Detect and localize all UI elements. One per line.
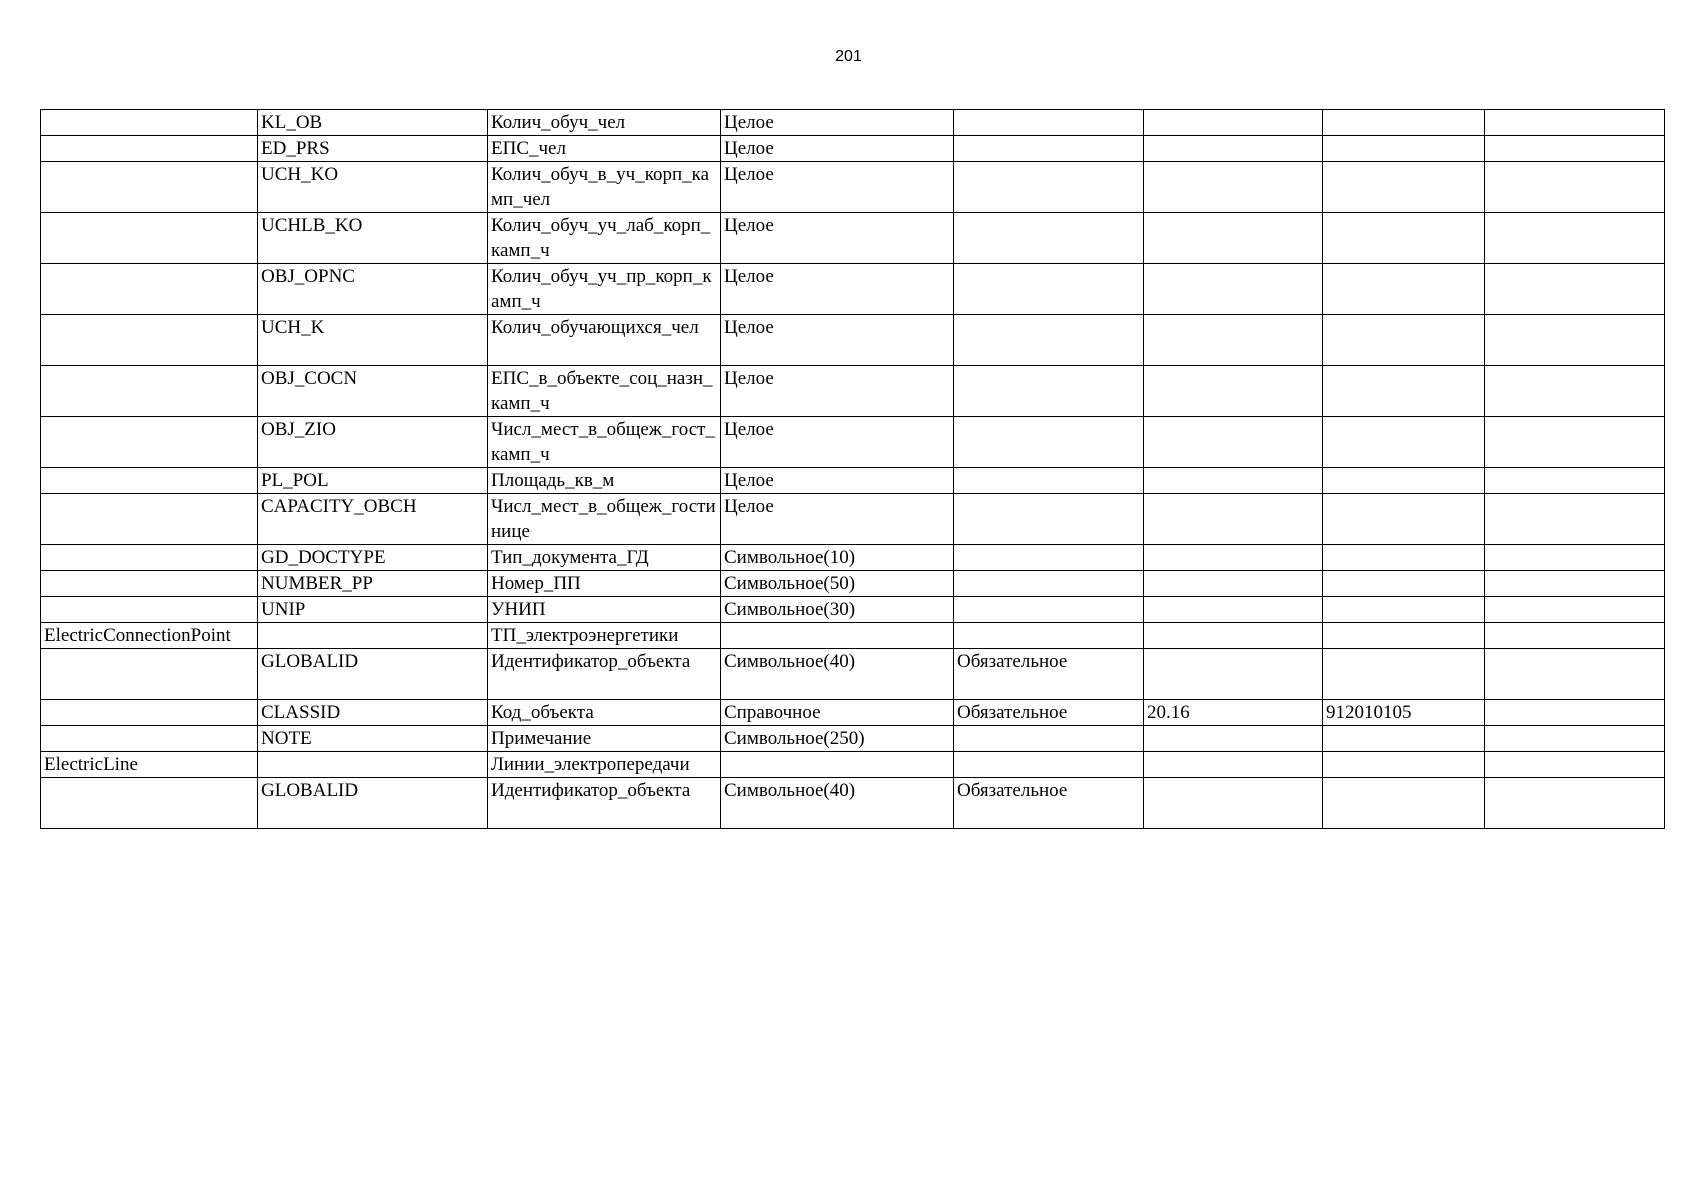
notes-cell bbox=[1485, 494, 1665, 545]
field-code-cell: CLASSID bbox=[258, 700, 488, 726]
class-name-cell: ElectricConnectionPoint bbox=[41, 623, 258, 649]
field-code-cell: OBJ_ZIO bbox=[258, 417, 488, 468]
code-cell bbox=[1144, 136, 1323, 162]
code-cell bbox=[1144, 726, 1323, 752]
required-cell bbox=[954, 597, 1144, 623]
class-name-cell bbox=[41, 571, 258, 597]
notes-cell bbox=[1485, 264, 1665, 315]
data-type-cell: Справочное bbox=[721, 700, 954, 726]
class-name-cell bbox=[41, 315, 258, 366]
class-name-cell bbox=[41, 778, 258, 829]
classifier-cell: 912010105 bbox=[1323, 700, 1485, 726]
data-type-cell: Целое bbox=[721, 366, 954, 417]
field-alias-cell: Линии_электропередачи bbox=[488, 752, 721, 778]
notes-cell bbox=[1485, 315, 1665, 366]
notes-cell bbox=[1485, 417, 1665, 468]
code-cell bbox=[1144, 264, 1323, 315]
data-type-cell: Целое bbox=[721, 494, 954, 545]
class-name-cell bbox=[41, 110, 258, 136]
field-alias-cell: Примечание bbox=[488, 726, 721, 752]
field-alias-cell: Площадь_кв_м bbox=[488, 468, 721, 494]
required-cell bbox=[954, 752, 1144, 778]
data-type-cell: Символьное(10) bbox=[721, 545, 954, 571]
code-cell bbox=[1144, 110, 1323, 136]
data-type-cell: Символьное(40) bbox=[721, 649, 954, 700]
code-cell bbox=[1144, 623, 1323, 649]
notes-cell bbox=[1485, 366, 1665, 417]
required-cell bbox=[954, 623, 1144, 649]
field-alias-cell: Колич_обуч_в_уч_корп_камп_чел bbox=[488, 162, 721, 213]
field-code-cell: CAPACITY_OBCH bbox=[258, 494, 488, 545]
data-type-cell bbox=[721, 752, 954, 778]
classifier-cell bbox=[1323, 417, 1485, 468]
classifier-cell bbox=[1323, 597, 1485, 623]
data-type-cell: Целое bbox=[721, 136, 954, 162]
data-type-cell: Целое bbox=[721, 315, 954, 366]
class-name-cell bbox=[41, 700, 258, 726]
field-code-cell: UCHLB_KO bbox=[258, 213, 488, 264]
data-type-cell bbox=[721, 623, 954, 649]
classifier-cell bbox=[1323, 315, 1485, 366]
field-code-cell: NOTE bbox=[258, 726, 488, 752]
field-code-cell: UCH_K bbox=[258, 315, 488, 366]
required-cell bbox=[954, 315, 1144, 366]
code-cell bbox=[1144, 649, 1323, 700]
notes-cell bbox=[1485, 700, 1665, 726]
table-row bbox=[41, 597, 1665, 623]
class-name-cell bbox=[41, 597, 258, 623]
table-body bbox=[41, 110, 1665, 829]
notes-cell bbox=[1485, 623, 1665, 649]
class-name-cell bbox=[41, 468, 258, 494]
classifier-cell bbox=[1323, 726, 1485, 752]
field-code-cell: NUMBER_PP bbox=[258, 571, 488, 597]
required-cell: Обязательное bbox=[954, 700, 1144, 726]
code-cell bbox=[1144, 366, 1323, 417]
notes-cell bbox=[1485, 136, 1665, 162]
notes-cell bbox=[1485, 468, 1665, 494]
notes-cell bbox=[1485, 110, 1665, 136]
class-name-cell bbox=[41, 494, 258, 545]
field-alias-cell: Колич_обуч_чел bbox=[488, 110, 721, 136]
field-alias-cell: ЕПС_в_объекте_соц_назн_камп_ч bbox=[488, 366, 721, 417]
field-alias-cell: Числ_мест_в_общеж_гост_камп_ч bbox=[488, 417, 721, 468]
field-alias-cell: Колич_обучающихся_чел bbox=[488, 315, 721, 366]
classifier-cell bbox=[1323, 468, 1485, 494]
code-cell bbox=[1144, 213, 1323, 264]
table-row bbox=[41, 752, 1665, 778]
field-alias-cell: Идентификатор_объекта bbox=[488, 778, 721, 829]
field-code-cell: OBJ_COCN bbox=[258, 366, 488, 417]
required-cell bbox=[954, 468, 1144, 494]
code-cell bbox=[1144, 315, 1323, 366]
notes-cell bbox=[1485, 752, 1665, 778]
required-cell bbox=[954, 571, 1144, 597]
code-cell bbox=[1144, 545, 1323, 571]
notes-cell bbox=[1485, 213, 1665, 264]
field-code-cell: OBJ_OPNC bbox=[258, 264, 488, 315]
classifier-cell bbox=[1323, 778, 1485, 829]
required-cell bbox=[954, 545, 1144, 571]
table-row bbox=[41, 494, 1665, 545]
required-cell: Обязательное bbox=[954, 649, 1144, 700]
table-row bbox=[41, 468, 1665, 494]
field-alias-cell: Числ_мест_в_общеж_гостинице bbox=[488, 494, 721, 545]
field-code-cell: PL_POL bbox=[258, 468, 488, 494]
data-type-cell: Символьное(250) bbox=[721, 726, 954, 752]
field-alias-cell: ТП_электроэнергетики bbox=[488, 623, 721, 649]
code-cell bbox=[1144, 597, 1323, 623]
table-row bbox=[41, 264, 1665, 315]
data-type-cell: Символьное(50) bbox=[721, 571, 954, 597]
field-alias-cell: Код_объекта bbox=[488, 700, 721, 726]
class-name-cell bbox=[41, 726, 258, 752]
classifier-cell bbox=[1323, 494, 1485, 545]
classifier-cell bbox=[1323, 366, 1485, 417]
class-name-cell: ElectricLine bbox=[41, 752, 258, 778]
data-type-cell: Символьное(40) bbox=[721, 778, 954, 829]
code-cell bbox=[1144, 494, 1323, 545]
notes-cell bbox=[1485, 726, 1665, 752]
attribute-table bbox=[40, 109, 1665, 829]
classifier-cell bbox=[1323, 136, 1485, 162]
class-name-cell bbox=[41, 264, 258, 315]
class-name-cell bbox=[41, 366, 258, 417]
field-code-cell: GLOBALID bbox=[258, 649, 488, 700]
required-cell bbox=[954, 264, 1144, 315]
table-row bbox=[41, 571, 1665, 597]
classifier-cell bbox=[1323, 545, 1485, 571]
required-cell bbox=[954, 417, 1144, 468]
field-code-cell bbox=[258, 752, 488, 778]
required-cell bbox=[954, 110, 1144, 136]
field-alias-cell: УНИП bbox=[488, 597, 721, 623]
table-row bbox=[41, 136, 1665, 162]
table-row bbox=[41, 366, 1665, 417]
required-cell bbox=[954, 213, 1144, 264]
field-code-cell: UCH_KO bbox=[258, 162, 488, 213]
classifier-cell bbox=[1323, 162, 1485, 213]
code-cell bbox=[1144, 571, 1323, 597]
code-cell: 20.16 bbox=[1144, 700, 1323, 726]
field-code-cell: KL_OB bbox=[258, 110, 488, 136]
classifier-cell bbox=[1323, 264, 1485, 315]
data-type-cell: Символьное(30) bbox=[721, 597, 954, 623]
class-name-cell bbox=[41, 545, 258, 571]
code-cell bbox=[1144, 417, 1323, 468]
table-row bbox=[41, 726, 1665, 752]
table-row bbox=[41, 213, 1665, 264]
data-type-cell: Целое bbox=[721, 110, 954, 136]
table-row bbox=[41, 110, 1665, 136]
data-type-cell: Целое bbox=[721, 213, 954, 264]
class-name-cell bbox=[41, 213, 258, 264]
required-cell bbox=[954, 162, 1144, 213]
class-name-cell bbox=[41, 162, 258, 213]
table-row bbox=[41, 623, 1665, 649]
code-cell bbox=[1144, 468, 1323, 494]
code-cell bbox=[1144, 752, 1323, 778]
field-alias-cell: Тип_документа_ГД bbox=[488, 545, 721, 571]
required-cell bbox=[954, 136, 1144, 162]
classifier-cell bbox=[1323, 110, 1485, 136]
table-row bbox=[41, 545, 1665, 571]
required-cell bbox=[954, 726, 1144, 752]
class-name-cell bbox=[41, 136, 258, 162]
table-row bbox=[41, 649, 1665, 700]
notes-cell bbox=[1485, 597, 1665, 623]
notes-cell bbox=[1485, 649, 1665, 700]
classifier-cell bbox=[1323, 752, 1485, 778]
data-type-cell: Целое bbox=[721, 417, 954, 468]
table-row bbox=[41, 700, 1665, 726]
data-type-cell: Целое bbox=[721, 468, 954, 494]
notes-cell bbox=[1485, 545, 1665, 571]
data-type-cell: Целое bbox=[721, 162, 954, 213]
field-code-cell: GLOBALID bbox=[258, 778, 488, 829]
field-alias-cell: ЕПС_чел bbox=[488, 136, 721, 162]
field-code-cell: GD_DOCTYPE bbox=[258, 545, 488, 571]
table-row bbox=[41, 162, 1665, 213]
field-code-cell: ED_PRS bbox=[258, 136, 488, 162]
notes-cell bbox=[1485, 778, 1665, 829]
field-alias-cell: Номер_ПП bbox=[488, 571, 721, 597]
page-number: 201 bbox=[835, 48, 862, 65]
classifier-cell bbox=[1323, 649, 1485, 700]
table-row bbox=[41, 417, 1665, 468]
class-name-cell bbox=[41, 649, 258, 700]
field-code-cell bbox=[258, 623, 488, 649]
table-row bbox=[41, 315, 1665, 366]
data-type-cell: Целое bbox=[721, 264, 954, 315]
table-row bbox=[41, 778, 1665, 829]
classifier-cell bbox=[1323, 623, 1485, 649]
required-cell bbox=[954, 366, 1144, 417]
notes-cell bbox=[1485, 162, 1665, 213]
required-cell: Обязательное bbox=[954, 778, 1144, 829]
field-code-cell: UNIP bbox=[258, 597, 488, 623]
field-alias-cell: Идентификатор_объекта bbox=[488, 649, 721, 700]
field-alias-cell: Колич_обуч_уч_лаб_корп_камп_ч bbox=[488, 213, 721, 264]
field-alias-cell: Колич_обуч_уч_пр_корп_камп_ч bbox=[488, 264, 721, 315]
classifier-cell bbox=[1323, 571, 1485, 597]
classifier-cell bbox=[1323, 213, 1485, 264]
code-cell bbox=[1144, 162, 1323, 213]
notes-cell bbox=[1485, 571, 1665, 597]
class-name-cell bbox=[41, 417, 258, 468]
required-cell bbox=[954, 494, 1144, 545]
code-cell bbox=[1144, 778, 1323, 829]
